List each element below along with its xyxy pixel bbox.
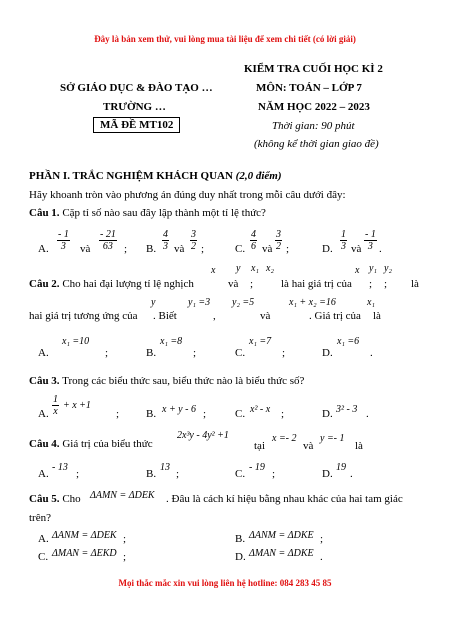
q2-a-value: x₁ =10 <box>62 336 90 347</box>
q2-comma: , <box>213 310 216 322</box>
q2-text1d: là <box>411 278 419 290</box>
fraction-numerator: 3 <box>276 229 281 240</box>
fraction-denominator: 3 <box>163 241 168 252</box>
q3-option-c-label[interactable]: C. <box>235 408 246 420</box>
q1-d-sep: . <box>379 243 382 255</box>
q4-c-sep: ; <box>272 468 276 480</box>
fraction-denominator: 63 <box>102 241 113 252</box>
q4-a-sep: ; <box>76 468 80 480</box>
q1-b-fraction1 <box>162 229 169 252</box>
q5-text1: Cho <box>62 493 81 505</box>
q2-text2b: . Biết <box>153 310 177 322</box>
q1-c-sep: ; <box>286 243 290 255</box>
q3-c-sep: ; <box>281 408 285 420</box>
q1-d-fraction2 <box>364 229 377 252</box>
q2-d-value: x₁ =6 <box>337 336 360 347</box>
q5-option-c-label[interactable]: C. <box>38 551 49 563</box>
q3-text: Trong các biểu thức sau, biểu thức nào là biểu thức số? <box>62 375 305 387</box>
q2-text2c: và <box>260 310 271 322</box>
q4-label: Câu 4. <box>29 438 60 450</box>
fraction-denominator: 2 <box>276 241 281 252</box>
fraction-numerator: - 1 <box>58 229 69 240</box>
fraction-numerator: 4 <box>251 229 256 240</box>
q2-sym-y2: y₂ <box>384 263 392 274</box>
q2-label: Câu 2. <box>29 278 60 290</box>
q1-stem <box>29 207 266 219</box>
q4-expression: 2x³y - 4y² +1 <box>177 430 229 441</box>
q5-text2: . Đâu là cách kí hiệu bằng nhau khác của hai tam giác <box>166 493 403 505</box>
q4-text: Giá trị của biểu thức <box>62 438 153 450</box>
q1-option-a-label[interactable]: A. <box>38 243 49 255</box>
exam-subject: MÔN: TOÁN – LỚP 7 <box>256 82 362 94</box>
q2-sym-x-b: x <box>355 265 360 276</box>
q2-text2e: là <box>373 310 381 322</box>
q2-semicolon2: ; <box>369 278 373 290</box>
q4-a-value: - 13 <box>52 462 68 473</box>
q4-option-c-label[interactable]: C. <box>235 468 246 480</box>
q4-stem <box>29 438 153 450</box>
q5-stem-line1 <box>29 493 81 505</box>
fraction-numerator: 1 <box>53 394 58 405</box>
q1-option-c-label[interactable]: C. <box>235 243 246 255</box>
fraction-numerator: 3 <box>191 229 196 240</box>
q1-c-and: và <box>262 243 273 255</box>
q3-a-rest: + x +1 <box>63 400 91 411</box>
q4-b-value: 13 <box>160 462 170 473</box>
q4-is: là <box>355 440 363 452</box>
q4-cond-y: y =- 1 <box>320 433 345 444</box>
q4-cond-x: x =- 2 <box>272 433 297 444</box>
q5-text3: trên? <box>29 512 51 524</box>
q1-a-fraction2 <box>99 229 117 252</box>
fraction-denominator: 2 <box>191 241 196 252</box>
q5-option-d-label[interactable]: D. <box>235 551 246 563</box>
q3-a-fraction <box>52 394 59 417</box>
part1-instruction: Hãy khoanh tròn vào phương án đúng duy nhất trong mỗi câu dưới đây: <box>29 189 346 201</box>
q4-d-value: 19 <box>336 462 346 473</box>
q1-label: Câu 1. <box>29 207 60 219</box>
q1-b-fraction2 <box>190 229 197 252</box>
q4-option-d-label[interactable]: D. <box>322 468 333 480</box>
fraction-numerator: 1 <box>341 229 346 240</box>
q1-d-and: và <box>351 243 362 255</box>
q1-a-and: và <box>80 243 91 255</box>
q3-option-a-label[interactable]: A. <box>38 408 49 420</box>
q2-text1: Cho hai đại lượng tỉ lệ nghịch <box>62 278 194 290</box>
q5-d-value: ΔMAN = ΔDKE <box>249 548 314 559</box>
q1-c-fraction2 <box>275 229 282 252</box>
q5-c-sep: ; <box>123 551 127 563</box>
q5-a-value: ΔANM = ΔDEK <box>52 530 117 541</box>
q2-sym-x2: x₂ <box>266 263 274 274</box>
q3-d-sep: . <box>366 408 369 420</box>
part1-title: PHẦN I. TRẮC NGHIỆM KHÁCH QUAN <box>29 170 233 182</box>
q5-label: Câu 5. <box>29 493 60 505</box>
fraction-denominator: 3 <box>60 241 66 252</box>
q4-option-b-label[interactable]: B. <box>146 468 157 480</box>
q2-b-value: x₁ =8 <box>160 336 183 347</box>
q4-c-value: - 19 <box>249 462 265 473</box>
q2-target: x₁ <box>367 297 375 308</box>
q5-b-value: ΔANM = ΔDKE <box>249 530 314 541</box>
q1-c-fraction1 <box>250 229 257 252</box>
q3-option-b-label[interactable]: B. <box>146 408 157 420</box>
q2-option-d-label[interactable]: D. <box>322 347 333 359</box>
q1-b-and: và <box>174 243 185 255</box>
q2-c-sep: ; <box>282 347 286 359</box>
q3-label: Câu 3. <box>29 375 60 387</box>
q2-option-a-label[interactable]: A. <box>38 347 49 359</box>
q2-sym-x1: x₁ <box>251 263 259 274</box>
q5-c-value: ΔMAN = ΔEKD <box>52 548 117 559</box>
footer-hotline: Mọi thắc mắc xin vui lòng liên hệ hotline: 084 283 45 85 <box>118 578 332 588</box>
q2-given-y1: y₁ =3 <box>188 297 211 308</box>
fraction-numerator: - 21 <box>100 229 116 240</box>
q3-stem <box>29 375 304 387</box>
department-name: SỞ GIÁO DỤC & ĐÀO TẠO … <box>60 82 213 94</box>
q2-semicolon3: ; <box>384 278 388 290</box>
exam-time: Thời gian: 90 phút <box>272 120 355 132</box>
exam-code: MÃ ĐỀ MT102 <box>93 117 180 133</box>
fraction-numerator: - 1 <box>365 229 376 240</box>
q2-text2d: . Giá trị của <box>309 310 361 322</box>
q5-b-sep: ; <box>320 533 324 545</box>
q3-option-d-label[interactable]: D. <box>322 408 333 420</box>
q2-d-sep: . <box>370 347 373 359</box>
q4-b-sep: ; <box>176 468 180 480</box>
q5-given: ΔAMN = ΔDEK <box>90 490 155 501</box>
q2-and1: và <box>228 278 239 290</box>
q1-option-b-label[interactable]: B. <box>146 243 157 255</box>
fraction-denominator: 6 <box>251 241 256 252</box>
exam-time-note: (không kể thời gian giao đề) <box>254 138 379 150</box>
q2-sym-y1: y₁ <box>369 263 377 274</box>
school-name: TRƯỜNG … <box>103 101 166 113</box>
q2-semicolon: ; <box>250 278 254 290</box>
school-year: NĂM HỌC 2022 – 2023 <box>258 101 370 113</box>
q1-text: Cặp tỉ số nào sau đây lập thành một tỉ lệ thức? <box>62 207 266 219</box>
q5-option-a-label[interactable]: A. <box>38 533 49 545</box>
q5-option-b-label[interactable]: B. <box>235 533 246 545</box>
fraction-denominator: 3 <box>367 241 373 252</box>
q2-b-sep: ; <box>193 347 197 359</box>
fraction-numerator: 4 <box>163 229 168 240</box>
fraction-denominator: x <box>53 406 58 417</box>
q2-c-value: x₁ =7 <box>249 336 272 347</box>
q2-sym-y-b: y <box>151 297 156 308</box>
q2-given-y2: y₂ =5 <box>232 297 255 308</box>
q3-b-value: x + y - 6 <box>162 404 196 415</box>
q2-sym-x: x <box>211 265 216 276</box>
q3-b-sep: ; <box>203 408 207 420</box>
part1-heading <box>29 170 282 182</box>
q2-stem-line1 <box>29 278 194 290</box>
q2-text2: hai giá trị tương ứng của <box>29 310 138 322</box>
q1-d-fraction1 <box>340 229 347 252</box>
q4-and: và <box>303 440 314 452</box>
q1-a-sep: ; <box>124 243 128 255</box>
part1-points: (2,0 điểm) <box>235 170 282 182</box>
q5-d-sep: . <box>320 551 323 563</box>
preview-notice: Đây là bản xem thử, vui lòng mua tài liệu để xem chi tiết (có lời giải) <box>94 34 356 44</box>
q5-a-sep: ; <box>123 533 127 545</box>
q2-given-sum: x₁ + x₂ =16 <box>289 297 336 308</box>
fraction-denominator: 3 <box>341 241 346 252</box>
q2-a-sep: ; <box>105 347 109 359</box>
q4-at: tại <box>254 440 265 452</box>
q3-c-value: x² - x <box>250 404 271 415</box>
q2-sym-y: y <box>236 263 241 274</box>
q1-option-d-label[interactable]: D. <box>322 243 333 255</box>
q3-a-sep: ; <box>116 408 120 420</box>
q1-b-sep: ; <box>201 243 205 255</box>
q1-a-fraction1 <box>57 229 70 252</box>
q2-option-b-label[interactable]: B. <box>146 347 157 359</box>
exam-title: KIỂM TRA CUỐI HỌC KÌ 2 <box>244 63 383 75</box>
q3-d-value: 3² - 3 <box>336 404 358 415</box>
q2-text1c: là hai giá trị của <box>281 278 352 290</box>
q4-option-a-label[interactable]: A. <box>38 468 49 480</box>
q4-d-sep: . <box>350 468 353 480</box>
q2-option-c-label[interactable]: C. <box>235 347 246 359</box>
